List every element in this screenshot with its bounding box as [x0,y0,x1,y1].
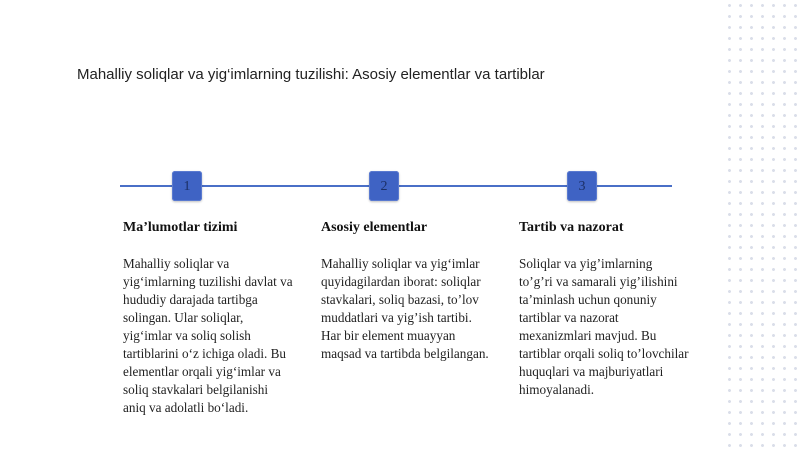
slide-title: Mahalliy soliqlar va yig‘imlarning tuzilishi: Asosiy elementlar va tartiblar [77,66,545,83]
step-heading-1: Ma’lumotlar tizimi [123,220,238,235]
step-heading-2: Asosiy elementlar [321,220,428,235]
step-body-2: Mahalliy soliqlar va yig‘imlar quyidagilardan iborat: soliqlar stavkalari, soliq bazasi, to’lov muddatlari va yig’ish tartibi. Har bir element muayyan maqsad va tartibda belgilangan. [321,256,489,361]
step-heading-3: Tartib va nazorat [519,220,624,235]
step-marker-3: 3 [567,171,597,201]
decorative-dot-pattern [724,0,800,449]
step-marker-2: 2 [369,171,399,201]
step-column-2 [321,219,491,363]
step-body-3: Soliqlar va yig’imlarning to’g’ri va samarali yig’ilishini ta’minlash uchun qonuniy tartiblar va nazorat mexanizmlari mavjud. Bu tartiblar orqali soliq to’lovchilar huquqlari va majburiyatlari himoyalanadi. [519,256,689,397]
step-column-3 [519,219,689,399]
step-column-1 [123,219,293,417]
step-marker-1: 1 [172,171,202,201]
step-body-1: Mahalliy soliqlar va yig‘imlarning tuzilishi davlat va hududiy darajada tartibga solingan. Ular soliqlar, yig‘imlar va soliq solish tartiblarini o‘z ichiga oladi. Bu elementlar orqali yig‘imlar va soliq stavkalari belgilanishi aniq va adolatli bo‘ladi. [123,256,293,415]
